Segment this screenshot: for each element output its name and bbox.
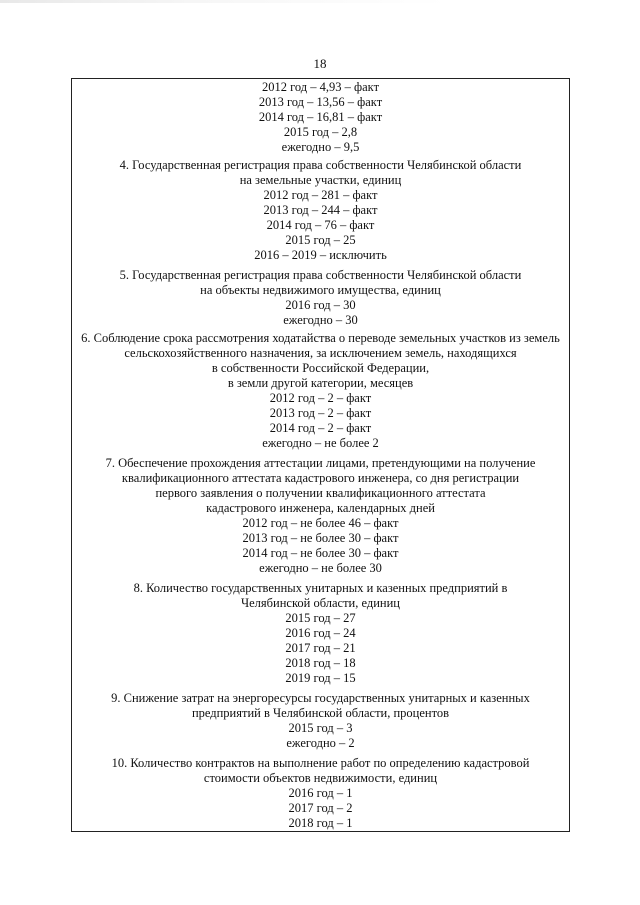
indicator-line: в собственности Российской Федерации, <box>211 361 430 375</box>
indicator-line: ежегодно – 2 <box>286 736 355 750</box>
indicator-line: 2014 год – 76 – факт <box>266 218 375 232</box>
indicator-heading: 10. Количество контрактов на выполнение работ по определению кадастровой <box>111 756 530 770</box>
page-number: 18 <box>313 56 327 71</box>
indicator-heading: 4. Государственная регистрация права собственности Челябинской области <box>119 158 522 172</box>
indicator-line: 2015 год – 2,8 <box>283 125 358 139</box>
indicator-line: 2018 год – 1 <box>288 816 353 830</box>
indicator-heading: 7. Обеспечение прохождения аттестации лицами, претендующими на получение <box>105 456 536 470</box>
indicator-heading: 6. Соблюдение срока рассмотрения ходатайства о переводе земельных участков из земель <box>81 331 560 345</box>
indicator-line: 2015 год – 27 <box>285 611 356 625</box>
indicator-line: 2012 год – 4,93 – факт <box>261 80 380 94</box>
indicator-line: 2014 год – 2 – факт <box>269 421 372 435</box>
indicator-line: 2013 год – 244 – факт <box>263 203 378 217</box>
indicator-line: 2013 год – 13,56 – факт <box>258 95 383 109</box>
indicator-line: ежегодно – 9,5 <box>281 140 360 154</box>
indicator-line: 2016 – 2019 – исключить <box>254 248 387 262</box>
indicator-line: 2017 год – 2 <box>288 801 353 815</box>
indicator-line: на земельные участки, единиц <box>239 173 402 187</box>
indicator-line: в земли другой категории, месяцев <box>227 376 414 390</box>
indicator-line: 2015 год – 3 <box>288 721 353 735</box>
indicator-line: 2012 год – 281 – факт <box>263 188 378 202</box>
indicator-heading: 5. Государственная регистрация права собственности Челябинской области <box>119 268 522 282</box>
indicator-line: 2012 год – 2 – факт <box>269 391 372 405</box>
indicator-line: ежегодно – не более 2 <box>262 436 379 450</box>
indicator-line: стоимости объектов недвижимости, единиц <box>203 771 438 785</box>
indicator-line: ежегодно – 30 <box>283 313 358 327</box>
scan-edge-shade <box>0 0 640 3</box>
indicator-line: 2015 год – 25 <box>285 233 356 247</box>
indicator-line: 2019 год – 15 <box>285 671 356 685</box>
indicator-line: 2014 год – не более 30 – факт <box>242 546 399 560</box>
indicator-line: 2016 год – 24 <box>285 626 356 640</box>
indicator-line: 2013 год – не более 30 – факт <box>242 531 399 545</box>
indicator-line: предприятий в Челябинской области, процентов <box>191 706 450 720</box>
indicator-heading: 8. Количество государственных унитарных и казенных предприятий в <box>133 581 508 595</box>
indicator-heading: 9. Снижение затрат на энергоресурсы государственных унитарных и казенных <box>111 691 530 705</box>
indicator-line: сельскохозяйственного назначения, за исключением земель, находящихся <box>124 346 517 360</box>
indicator-line: квалификационного аттестата кадастрового инженера, со дня регистрации <box>121 471 520 485</box>
indicator-line: ежегодно – не более 30 <box>259 561 382 575</box>
indicator-line: на объекты недвижимого имущества, единиц <box>200 283 441 297</box>
indicator-line: 2013 год – 2 – факт <box>269 406 372 420</box>
indicator-line: 2018 год – 18 <box>285 656 356 670</box>
indicator-line: первого заявления о получении квалификационного аттестата <box>155 486 486 500</box>
indicator-line: 2017 год – 21 <box>285 641 356 655</box>
indicator-line: 2016 год – 1 <box>288 786 353 800</box>
indicator-line: кадастрового инженера, календарных дней <box>206 501 435 515</box>
indicator-line: 2012 год – не более 46 – факт <box>242 516 399 530</box>
indicator-line: 2016 год – 30 <box>285 298 356 312</box>
indicator-line: 2014 год – 16,81 – факт <box>258 110 383 124</box>
indicator-line: Челябинской области, единиц <box>241 596 400 610</box>
